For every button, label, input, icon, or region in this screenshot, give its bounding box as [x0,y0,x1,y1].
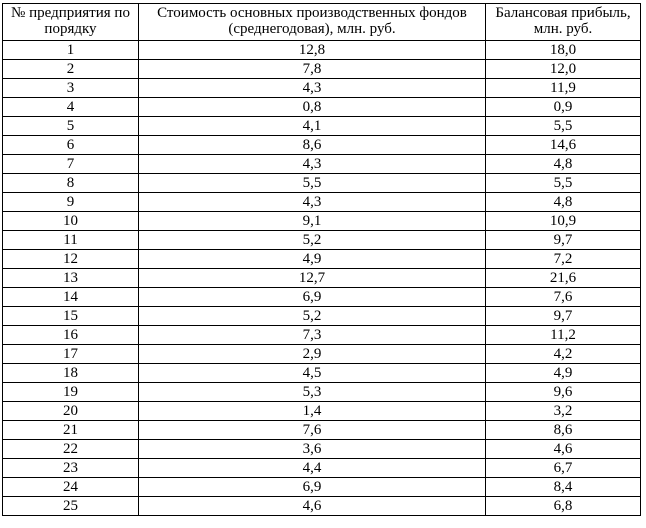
cell-balance-profit: 5,5 [486,117,641,136]
cell-balance-profit: 4,8 [486,193,641,212]
table-row [3,440,641,459]
cell-enterprise-number: 20 [3,402,139,421]
cell-enterprise-number: 16 [3,326,139,345]
cell-balance-profit: 10,9 [486,212,641,231]
cell-fixed-assets-cost: 6,9 [139,478,486,497]
cell-fixed-assets-cost: 5,2 [139,307,486,326]
cell-fixed-assets-cost: 4,5 [139,364,486,383]
cell-balance-profit: 18,0 [486,41,641,60]
cell-fixed-assets-cost: 4,3 [139,155,486,174]
cell-fixed-assets-cost: 12,8 [139,41,486,60]
cell-balance-profit: 4,2 [486,345,641,364]
cell-enterprise-number: 19 [3,383,139,402]
cell-balance-profit: 6,7 [486,459,641,478]
cell-enterprise-number: 21 [3,421,139,440]
cell-balance-profit: 3,2 [486,402,641,421]
table-row [3,98,641,117]
table-row [3,174,641,193]
cell-balance-profit: 7,2 [486,250,641,269]
table-row [3,212,641,231]
table-row [3,459,641,478]
header-enterprise-number: № предприятия по порядку [3,4,139,41]
table-row [3,79,641,98]
cell-enterprise-number: 12 [3,250,139,269]
cell-fixed-assets-cost: 6,9 [139,288,486,307]
cell-fixed-assets-cost: 3,6 [139,440,486,459]
cell-enterprise-number: 8 [3,174,139,193]
cell-balance-profit: 11,2 [486,326,641,345]
table-row [3,364,641,383]
cell-enterprise-number: 2 [3,60,139,79]
header-row [3,4,641,41]
table-row [3,231,641,250]
table-row [3,383,641,402]
cell-enterprise-number: 1 [3,41,139,60]
cell-fixed-assets-cost: 5,5 [139,174,486,193]
cell-balance-profit: 21,6 [486,269,641,288]
cell-balance-profit: 4,8 [486,155,641,174]
cell-enterprise-number: 15 [3,307,139,326]
cell-fixed-assets-cost: 7,3 [139,326,486,345]
cell-enterprise-number: 18 [3,364,139,383]
cell-enterprise-number: 11 [3,231,139,250]
cell-fixed-assets-cost: 8,6 [139,136,486,155]
data-table-container [2,3,641,516]
cell-enterprise-number: 14 [3,288,139,307]
table-row [3,155,641,174]
cell-fixed-assets-cost: 2,9 [139,345,486,364]
cell-fixed-assets-cost: 1,4 [139,402,486,421]
cell-enterprise-number: 23 [3,459,139,478]
cell-balance-profit: 11,9 [486,79,641,98]
cell-enterprise-number: 6 [3,136,139,155]
table-row [3,307,641,326]
table-header [3,4,641,41]
cell-fixed-assets-cost: 0,8 [139,98,486,117]
table-row [3,478,641,497]
cell-enterprise-number: 17 [3,345,139,364]
cell-balance-profit: 0,9 [486,98,641,117]
cell-enterprise-number: 9 [3,193,139,212]
table-row [3,288,641,307]
table-row [3,421,641,440]
header-fixed-assets-cost: Стоимость основных производственных фондов (среднегодовая), млн. руб. [139,4,486,41]
cell-balance-profit: 6,8 [486,497,641,516]
cell-balance-profit: 12,0 [486,60,641,79]
cell-balance-profit: 7,6 [486,288,641,307]
table-row [3,136,641,155]
cell-fixed-assets-cost: 7,6 [139,421,486,440]
table-row [3,497,641,516]
cell-enterprise-number: 24 [3,478,139,497]
cell-fixed-assets-cost: 4,3 [139,193,486,212]
cell-enterprise-number: 10 [3,212,139,231]
cell-fixed-assets-cost: 4,4 [139,459,486,478]
cell-fixed-assets-cost: 5,2 [139,231,486,250]
cell-enterprise-number: 25 [3,497,139,516]
cell-enterprise-number: 22 [3,440,139,459]
cell-fixed-assets-cost: 4,1 [139,117,486,136]
table-row [3,193,641,212]
table-row [3,60,641,79]
cell-balance-profit: 9,6 [486,383,641,402]
cell-fixed-assets-cost: 4,9 [139,250,486,269]
table-row [3,345,641,364]
cell-balance-profit: 4,9 [486,364,641,383]
cell-fixed-assets-cost: 9,1 [139,212,486,231]
cell-balance-profit: 9,7 [486,307,641,326]
cell-enterprise-number: 4 [3,98,139,117]
cell-fixed-assets-cost: 4,3 [139,79,486,98]
table-row [3,269,641,288]
cell-balance-profit: 14,6 [486,136,641,155]
cell-enterprise-number: 7 [3,155,139,174]
cell-fixed-assets-cost: 5,3 [139,383,486,402]
cell-balance-profit: 8,6 [486,421,641,440]
cell-enterprise-number: 13 [3,269,139,288]
cell-balance-profit: 9,7 [486,231,641,250]
cell-enterprise-number: 5 [3,117,139,136]
enterprise-data-table [2,3,641,516]
table-row [3,250,641,269]
header-balance-profit: Балансовая прибыль, млн. руб. [486,4,641,41]
table-body [3,41,641,516]
cell-fixed-assets-cost: 4,6 [139,497,486,516]
table-row [3,41,641,60]
cell-enterprise-number: 3 [3,79,139,98]
cell-fixed-assets-cost: 7,8 [139,60,486,79]
cell-fixed-assets-cost: 12,7 [139,269,486,288]
table-row [3,117,641,136]
table-row [3,326,641,345]
cell-balance-profit: 8,4 [486,478,641,497]
table-row [3,402,641,421]
cell-balance-profit: 4,6 [486,440,641,459]
cell-balance-profit: 5,5 [486,174,641,193]
